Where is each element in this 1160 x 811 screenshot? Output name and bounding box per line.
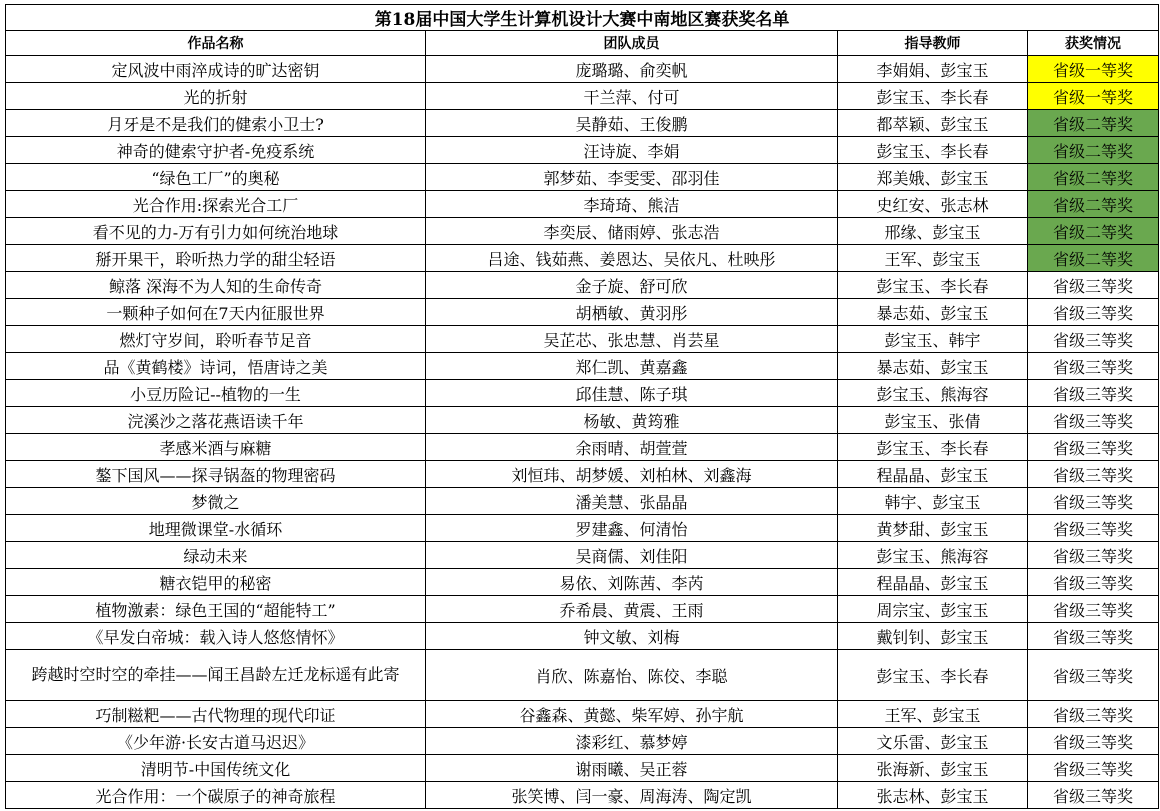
team-members-cell: 胡栖敏、黄羽彤 xyxy=(426,299,838,326)
award-cell: 省级二等奖 xyxy=(1028,218,1159,245)
team-members-cell: 罗建鑫、何清怡 xyxy=(426,515,838,542)
advisor-cell: 邢缘、彭宝玉 xyxy=(838,218,1028,245)
team-members-cell: 钟文敏、刘梅 xyxy=(426,623,838,650)
award-table xyxy=(5,4,1159,809)
award-sheet xyxy=(5,4,1158,809)
team-members-cell: 漆彩红、慕梦婷 xyxy=(426,728,838,755)
work-name-cell: 月牙是不是我们的健索小卫士? xyxy=(6,110,426,137)
team-members-cell: 干兰萍、付可 xyxy=(426,83,838,110)
advisor-cell: 文乐雷、彭宝玉 xyxy=(838,728,1028,755)
advisor-cell: 程晶晶、彭宝玉 xyxy=(838,569,1028,596)
work-name-cell: “绿色工厂”的奥秘 xyxy=(6,164,426,191)
work-name-cell: 《少年游·长安古道马迟迟》 xyxy=(6,728,426,755)
advisor-cell: 彭宝玉、韩宇 xyxy=(838,326,1028,353)
team-members-cell: 郭梦茹、李雯雯、邵羽佳 xyxy=(426,164,838,191)
column-header-work: 作品名称 xyxy=(6,31,426,56)
advisor-cell: 郑美娥、彭宝玉 xyxy=(838,164,1028,191)
award-cell: 省级三等奖 xyxy=(1028,782,1159,809)
advisor-cell: 程晶晶、彭宝玉 xyxy=(838,461,1028,488)
advisor-cell: 暴志茹、彭宝玉 xyxy=(838,353,1028,380)
team-members-cell: 李琦琦、熊洁 xyxy=(426,191,838,218)
team-members-cell: 杨敏、黄筠雅 xyxy=(426,407,838,434)
advisor-cell: 彭宝玉、李长春 xyxy=(838,272,1028,299)
work-name-cell: 小豆历险记--植物的一生 xyxy=(6,380,426,407)
column-header-advisor: 指导教师 xyxy=(838,31,1028,56)
advisor-cell: 彭宝玉、熊海容 xyxy=(838,380,1028,407)
team-members-cell: 汪诗旋、李娟 xyxy=(426,137,838,164)
table-row xyxy=(6,56,1159,83)
award-cell: 省级三等奖 xyxy=(1028,488,1159,515)
header-row xyxy=(6,31,1159,56)
table-row xyxy=(6,110,1159,137)
award-cell: 省级三等奖 xyxy=(1028,272,1159,299)
award-cell: 省级二等奖 xyxy=(1028,191,1159,218)
team-members-cell: 吕途、钱茹燕、姜恩达、吴依凡、杜映彤 xyxy=(426,245,838,272)
work-name-cell: 一颗种子如何在7天内征服世界 xyxy=(6,299,426,326)
advisor-cell: 彭宝玉、李长春 xyxy=(838,650,1028,701)
table-row xyxy=(6,650,1159,701)
advisor-cell: 彭宝玉、张倩 xyxy=(838,407,1028,434)
award-cell: 省级二等奖 xyxy=(1028,245,1159,272)
award-cell: 省级三等奖 xyxy=(1028,596,1159,623)
sheet-title: 第18届中国大学生计算机设计大赛中南地区赛获奖名单 xyxy=(6,5,1159,31)
table-row xyxy=(6,461,1159,488)
table-row xyxy=(6,164,1159,191)
work-name-cell: 光合作用:探索光合工厂 xyxy=(6,191,426,218)
work-name-cell: 燃灯守岁间，聆听春节足音 xyxy=(6,326,426,353)
table-row xyxy=(6,380,1159,407)
work-name-cell: 地理微课堂-水循环 xyxy=(6,515,426,542)
work-name-cell: 跨越时空时空的牵挂——闻王昌龄左迁龙标遥有此寄 xyxy=(6,650,426,701)
table-row xyxy=(6,755,1159,782)
table-body xyxy=(6,56,1159,809)
team-members-cell: 刘恒玮、胡梦媛、刘柏林、刘鑫海 xyxy=(426,461,838,488)
work-name-cell: 掰开果干，聆听热力学的甜尘轻语 xyxy=(6,245,426,272)
table-row xyxy=(6,326,1159,353)
table-row xyxy=(6,623,1159,650)
team-members-cell: 邱佳慧、陈子琪 xyxy=(426,380,838,407)
award-cell: 省级三等奖 xyxy=(1028,755,1159,782)
work-name-cell: 植物激素：绿色王国的“超能特工” xyxy=(6,596,426,623)
work-name-cell: 糖衣铠甲的秘密 xyxy=(6,569,426,596)
advisor-cell: 都萃颖、彭宝玉 xyxy=(838,110,1028,137)
team-members-cell: 余雨晴、胡萱萱 xyxy=(426,434,838,461)
advisor-cell: 彭宝玉、李长春 xyxy=(838,83,1028,110)
team-members-cell: 张笑博、闫一豪、周海涛、陶定凯 xyxy=(426,782,838,809)
team-members-cell: 易依、刘陈茜、李芮 xyxy=(426,569,838,596)
table-row xyxy=(6,542,1159,569)
team-members-cell: 吴芷芯、张忠慧、肖芸星 xyxy=(426,326,838,353)
table-row xyxy=(6,434,1159,461)
advisor-cell: 黄梦甜、彭宝玉 xyxy=(838,515,1028,542)
work-name-cell: 清明节-中国传统文化 xyxy=(6,755,426,782)
table-row xyxy=(6,299,1159,326)
column-header-members: 团队成员 xyxy=(426,31,838,56)
advisor-cell: 史红安、张志林 xyxy=(838,191,1028,218)
award-cell: 省级三等奖 xyxy=(1028,623,1159,650)
advisor-cell: 周宗宝、彭宝玉 xyxy=(838,596,1028,623)
award-cell: 省级三等奖 xyxy=(1028,434,1159,461)
table-row xyxy=(6,701,1159,728)
table-row xyxy=(6,272,1159,299)
award-cell: 省级三等奖 xyxy=(1028,299,1159,326)
advisor-cell: 彭宝玉、熊海容 xyxy=(838,542,1028,569)
table-row xyxy=(6,782,1159,809)
table-row xyxy=(6,191,1159,218)
work-name-cell: 孝感米酒与麻糖 xyxy=(6,434,426,461)
award-cell: 省级二等奖 xyxy=(1028,110,1159,137)
advisor-cell: 李娟娟、彭宝玉 xyxy=(838,56,1028,83)
table-row xyxy=(6,728,1159,755)
award-cell: 省级三等奖 xyxy=(1028,461,1159,488)
team-members-cell: 李奕辰、储雨婷、张志浩 xyxy=(426,218,838,245)
award-cell: 省级二等奖 xyxy=(1028,164,1159,191)
advisor-cell: 暴志茹、彭宝玉 xyxy=(838,299,1028,326)
advisor-cell: 张志林、彭宝玉 xyxy=(838,782,1028,809)
team-members-cell: 乔希晨、黄震、王雨 xyxy=(426,596,838,623)
work-name-cell: 光的折射 xyxy=(6,83,426,110)
advisor-cell: 韩宇、彭宝玉 xyxy=(838,488,1028,515)
table-row xyxy=(6,569,1159,596)
table-row xyxy=(6,245,1159,272)
work-name-cell: 定风波中雨淬成诗的旷达密钥 xyxy=(6,56,426,83)
advisor-cell: 彭宝玉、李长春 xyxy=(838,434,1028,461)
work-name-cell: 品《黄鹤楼》诗词，悟唐诗之美 xyxy=(6,353,426,380)
advisor-cell: 王军、彭宝玉 xyxy=(838,245,1028,272)
team-members-cell: 庞璐璐、俞奕帆 xyxy=(426,56,838,83)
award-cell: 省级三等奖 xyxy=(1028,407,1159,434)
team-members-cell: 潘美慧、张晶晶 xyxy=(426,488,838,515)
award-cell: 省级三等奖 xyxy=(1028,728,1159,755)
award-cell: 省级三等奖 xyxy=(1028,701,1159,728)
award-cell: 省级三等奖 xyxy=(1028,650,1159,701)
table-row xyxy=(6,83,1159,110)
advisor-cell: 戴钊钊、彭宝玉 xyxy=(838,623,1028,650)
table-row xyxy=(6,488,1159,515)
award-cell: 省级三等奖 xyxy=(1028,515,1159,542)
award-cell: 省级一等奖 xyxy=(1028,83,1159,110)
advisor-cell: 彭宝玉、李长春 xyxy=(838,137,1028,164)
table-row xyxy=(6,407,1159,434)
award-cell: 省级三等奖 xyxy=(1028,569,1159,596)
table-row xyxy=(6,596,1159,623)
work-name-cell: 浣溪沙之落花燕语读千年 xyxy=(6,407,426,434)
advisor-cell: 张海新、彭宝玉 xyxy=(838,755,1028,782)
team-members-cell: 肖欣、陈嘉怡、陈佼、李聪 xyxy=(426,650,838,701)
table-row xyxy=(6,353,1159,380)
work-name-cell: 神奇的健索守护者-免疫系统 xyxy=(6,137,426,164)
team-members-cell: 郑仁凯、黄嘉鑫 xyxy=(426,353,838,380)
award-cell: 省级三等奖 xyxy=(1028,353,1159,380)
award-cell: 省级三等奖 xyxy=(1028,326,1159,353)
work-name-cell: 绿动未来 xyxy=(6,542,426,569)
award-cell: 省级二等奖 xyxy=(1028,137,1159,164)
work-name-cell: 看不见的力-万有引力如何统治地球 xyxy=(6,218,426,245)
work-name-cell: 《早发白帝城：载入诗人悠悠情怀》 xyxy=(6,623,426,650)
award-cell: 省级一等奖 xyxy=(1028,56,1159,83)
team-members-cell: 谢雨曦、吴正蓉 xyxy=(426,755,838,782)
work-name-cell: 梦微之 xyxy=(6,488,426,515)
team-members-cell: 谷鑫森、黄懿、柴军婷、孙宇航 xyxy=(426,701,838,728)
award-cell: 省级三等奖 xyxy=(1028,380,1159,407)
work-name-cell: 光合作用：一个碳原子的神奇旅程 xyxy=(6,782,426,809)
table-row xyxy=(6,137,1159,164)
team-members-cell: 吴商儒、刘佳阳 xyxy=(426,542,838,569)
table-row xyxy=(6,515,1159,542)
work-name-cell: 巧制糍粑——古代物理的现代印证 xyxy=(6,701,426,728)
work-name-cell: 鏊下国风——探寻锅盔的物理密码 xyxy=(6,461,426,488)
column-header-award: 获奖情况 xyxy=(1028,31,1159,56)
team-members-cell: 金子旋、舒可欣 xyxy=(426,272,838,299)
table-row xyxy=(6,218,1159,245)
work-name-cell: 鲸落 深海不为人知的生命传奇 xyxy=(6,272,426,299)
team-members-cell: 吴静茹、王俊鹏 xyxy=(426,110,838,137)
advisor-cell: 王军、彭宝玉 xyxy=(838,701,1028,728)
award-cell: 省级三等奖 xyxy=(1028,542,1159,569)
